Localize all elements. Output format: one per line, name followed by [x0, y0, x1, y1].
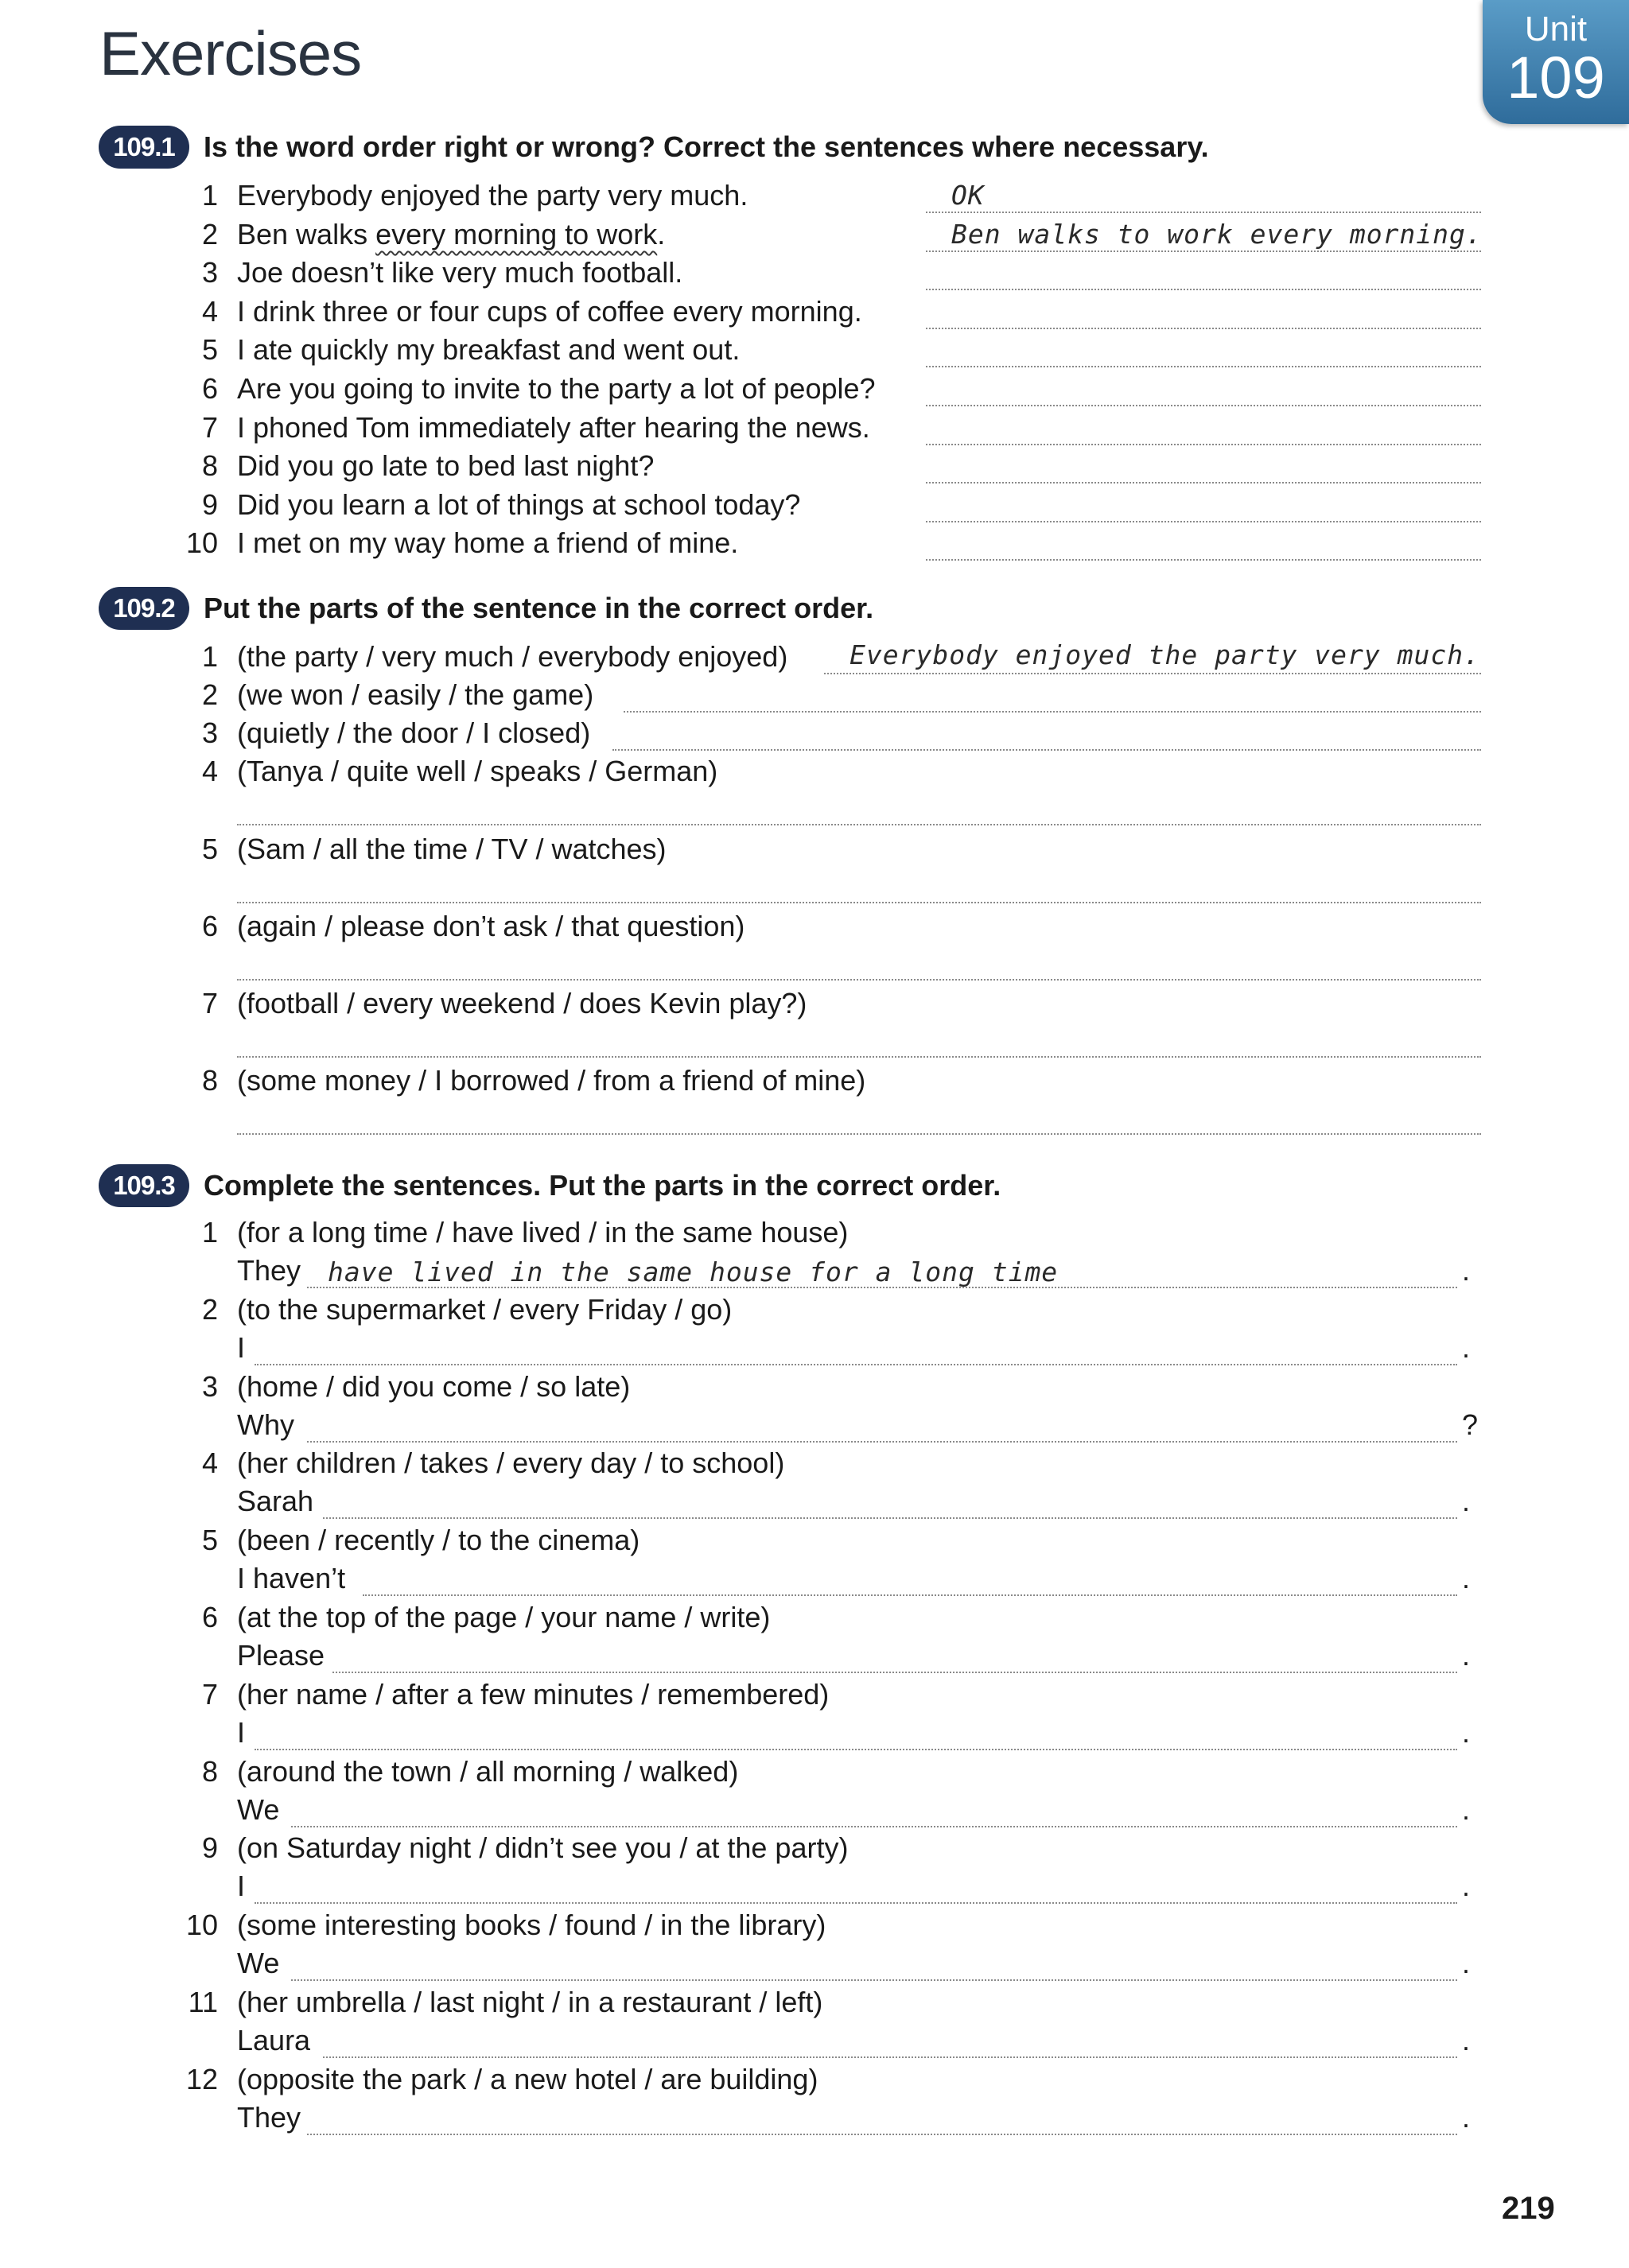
item-prompt: (Sam / all the time / TV / watches): [237, 833, 667, 865]
exercise-item: [0, 1214, 1629, 1290]
answer-line[interactable]: [624, 711, 1481, 713]
answer-line[interactable]: [926, 482, 1481, 484]
sentence-end-mark: .: [1462, 1639, 1471, 1672]
answer-line[interactable]: [612, 749, 1481, 751]
answer-line[interactable]: [255, 1902, 1457, 1904]
exercise-item: [0, 752, 1629, 790]
answer-line[interactable]: [291, 1979, 1457, 1981]
item-sentence: Are you going to invite to the party a lot of people?: [237, 372, 876, 405]
item-number: 7: [201, 411, 218, 444]
item-prompt: (on Saturday night / didn’t see you / at the party): [237, 1831, 849, 1864]
sentence-start: We: [237, 1947, 280, 1979]
sentence-start: Laura: [237, 2024, 311, 2056]
item-number: 8: [201, 1755, 218, 1788]
sentence-end-mark: .: [1462, 1485, 1471, 1517]
answer-line[interactable]: [926, 250, 1481, 252]
sentence-end-mark: .: [1462, 1331, 1471, 1364]
answer-line[interactable]: [926, 559, 1481, 561]
answer-line[interactable]: [323, 2056, 1457, 2058]
item-number: 4: [201, 755, 218, 787]
handwritten-answer: OK: [951, 180, 985, 211]
exercise-badge: 109.3: [99, 1164, 189, 1207]
exercise-item: [0, 1598, 1629, 1675]
exercise-item: [0, 409, 1629, 447]
sentence-start: I: [237, 1716, 246, 1749]
answer-line[interactable]: [237, 1133, 1481, 1135]
item-number: 8: [201, 449, 218, 482]
item-prompt: (been / recently / to the cinema): [237, 1524, 640, 1556]
item-number: 7: [201, 987, 218, 1019]
answer-line[interactable]: [926, 212, 1481, 213]
exercise-item: [0, 984, 1629, 1023]
sentence-start: Sarah: [237, 1485, 314, 1517]
exercise-item: [0, 1368, 1629, 1444]
exercise-item: [0, 331, 1629, 369]
exercise-item: [0, 1444, 1629, 1520]
handwritten-answer: have lived in the same house for a long time: [328, 1256, 1059, 1287]
sentence-end-mark: .: [1462, 2024, 1471, 2056]
sentence-start: We: [237, 1793, 280, 1826]
item-sentence: I drink three or four cups of coffee every morning.: [237, 295, 862, 328]
item-prompt: (some interesting books / found / in the library): [237, 1909, 826, 1941]
exercise-item: [0, 1521, 1629, 1598]
sentence-start: Please: [237, 1639, 325, 1672]
sentence-end-mark: .: [1462, 1947, 1471, 1979]
answer-line[interactable]: [926, 328, 1481, 329]
unit-label: Unit: [1524, 10, 1588, 49]
item-sentence: Joe doesn’t like very much football.: [237, 256, 683, 289]
answer-line[interactable]: [332, 1672, 1457, 1673]
item-sentence: I ate quickly my breakfast and went out.: [237, 333, 741, 366]
sentence-end-mark: .: [1462, 1716, 1471, 1749]
item-sentence: I phoned Tom immediately after hearing the news.: [237, 411, 870, 444]
item-number: 9: [201, 1831, 218, 1864]
sentence-start: I: [237, 1331, 246, 1364]
page-title: Exercises: [99, 18, 362, 88]
sentence-end: .: [657, 218, 666, 250]
item-number: 2: [201, 218, 218, 250]
item-sentence: [237, 216, 665, 254]
exercise-instruction: Put the parts of the sentence in the correct order.: [204, 592, 874, 624]
item-number: 7: [201, 1678, 218, 1711]
item-prompt: (opposite the park / a new hotel / are building): [237, 2063, 818, 2095]
item-prompt: (her children / takes / every day / to school): [237, 1447, 785, 1479]
item-number: 4: [201, 1447, 218, 1479]
item-number: 1: [201, 1216, 218, 1249]
item-number: 6: [201, 910, 218, 942]
item-number: 2: [201, 1293, 218, 1326]
answer-line[interactable]: [926, 405, 1481, 406]
answer-line[interactable]: [926, 521, 1481, 522]
exercise-item: [0, 1983, 1629, 2060]
item-number: 1: [201, 640, 218, 673]
item-prompt: (we won / easily / the game): [237, 678, 594, 711]
item-prompt: (at the top of the page / your name / write): [237, 1601, 771, 1633]
sentence-end-mark: .: [1462, 2101, 1471, 2134]
answer-line[interactable]: [307, 1441, 1457, 1443]
item-number: 3: [201, 256, 218, 289]
exercise-item: [0, 1676, 1629, 1752]
item-sentence: Did you learn a lot of things at school today?: [237, 488, 801, 521]
answer-line[interactable]: [237, 1056, 1481, 1058]
sentence-start: They: [237, 1254, 301, 1287]
item-prompt: (her umbrella / last night / in a restaurant / left): [237, 1986, 823, 2018]
exercise-item: [0, 177, 1629, 215]
answer-line[interactable]: [323, 1517, 1457, 1519]
item-number: 12: [185, 2063, 218, 2095]
exercise-badge: 109.1: [99, 126, 189, 169]
answer-line[interactable]: [237, 824, 1481, 825]
item-prompt: (Tanya / quite well / speaks / German): [237, 755, 718, 787]
answer-line[interactable]: [291, 1826, 1457, 1827]
exercise-item: [0, 216, 1629, 254]
item-number: 10: [185, 526, 218, 559]
answer-line[interactable]: [255, 1364, 1457, 1365]
item-number: 5: [201, 833, 218, 865]
handwritten-answer: Ben walks to work every morning.: [951, 219, 1483, 250]
item-number: 10: [185, 1909, 218, 1941]
sentence-end-mark: .: [1462, 1254, 1471, 1287]
item-number: 5: [201, 333, 218, 366]
sentence-start: Why: [237, 1408, 294, 1441]
item-prompt: (quietly / the door / I closed): [237, 717, 591, 749]
answer-line[interactable]: [926, 289, 1481, 290]
page-number: 219: [1502, 2191, 1555, 2226]
answer-line[interactable]: [307, 2134, 1457, 2135]
item-number: 9: [201, 488, 218, 521]
item-prompt: (again / please don’t ask / that question): [237, 910, 745, 942]
answer-line[interactable]: [255, 1749, 1457, 1750]
exercise-item: [0, 1753, 1629, 1829]
item-number: 3: [201, 717, 218, 749]
exercise-item: [0, 2060, 1629, 2137]
answer-line[interactable]: [237, 902, 1481, 903]
unit-tab: [1483, 0, 1629, 124]
answer-line[interactable]: [926, 366, 1481, 367]
item-prompt: (her name / after a few minutes / remembered): [237, 1678, 830, 1711]
item-prompt: (to the supermarket / every Friday / go): [237, 1293, 733, 1326]
item-prompt: (the party / very much / everybody enjoyed): [237, 640, 788, 673]
item-number: 4: [201, 295, 218, 328]
exercise-item: [0, 714, 1629, 752]
exercise-item: [0, 830, 1629, 868]
item-sentence: I met on my way home a friend of mine.: [237, 526, 739, 559]
exercise-item: [0, 254, 1629, 292]
item-number: 1: [201, 179, 218, 212]
sentence-start: I haven’t: [237, 1562, 346, 1594]
item-prompt: (football / every weekend / does Kevin play?): [237, 987, 807, 1019]
exercise-instruction: Is the word order right or wrong? Correct the sentences where necessary.: [204, 130, 1209, 163]
sentence-end-mark: .: [1462, 1870, 1471, 1902]
exercise-item: [0, 638, 1629, 676]
item-number: 6: [201, 1601, 218, 1633]
item-prompt: (for a long time / have lived / in the same house): [237, 1216, 849, 1249]
answer-line[interactable]: [237, 979, 1481, 981]
item-sentence: Did you go late to bed last night?: [237, 449, 655, 482]
item-prompt: (around the town / all morning / walked): [237, 1755, 739, 1788]
exercise-instruction: Complete the sentences. Put the parts in the correct order.: [204, 1169, 1001, 1202]
item-number: 2: [201, 678, 218, 711]
answer-line[interactable]: [926, 444, 1481, 445]
item-number: 3: [201, 1370, 218, 1403]
sentence-end-mark: .: [1462, 1793, 1471, 1826]
item-sentence: Everybody enjoyed the party very much.: [237, 179, 748, 212]
exercise-item: [0, 524, 1629, 562]
item-prompt: (home / did you come / so late): [237, 1370, 631, 1403]
exercise-badge: 109.2: [99, 587, 189, 630]
sentence-end-mark: ?: [1462, 1408, 1479, 1441]
sentence-start: I: [237, 1870, 246, 1902]
exercise-item: [0, 1906, 1629, 1983]
item-number: 8: [201, 1064, 218, 1097]
handwritten-answer: Everybody enjoyed the party very much.: [849, 639, 1480, 670]
exercise-item: [0, 676, 1629, 714]
underlined-phrase: every morning to work: [375, 218, 658, 250]
sentence-start: They: [237, 2101, 301, 2134]
answer-line[interactable]: [363, 1594, 1457, 1596]
exercise-item: [0, 1829, 1629, 1905]
unit-number: 109: [1507, 45, 1605, 111]
exercise-item: [0, 486, 1629, 524]
item-number: 11: [188, 1986, 218, 2018]
exercise-item: [0, 293, 1629, 331]
sentence-start: Ben walks: [237, 218, 376, 250]
item-number: 6: [201, 372, 218, 405]
exercise-item: [0, 907, 1629, 946]
exercise-item: [0, 447, 1629, 485]
exercise-item: [0, 370, 1629, 408]
exercise-item: [0, 1291, 1629, 1367]
item-prompt: (some money / I borrowed / from a friend of mine): [237, 1064, 866, 1097]
sentence-end-mark: .: [1462, 1562, 1471, 1594]
exercise-item: [0, 1062, 1629, 1100]
answer-line[interactable]: [824, 673, 1481, 674]
item-number: 5: [201, 1524, 218, 1556]
